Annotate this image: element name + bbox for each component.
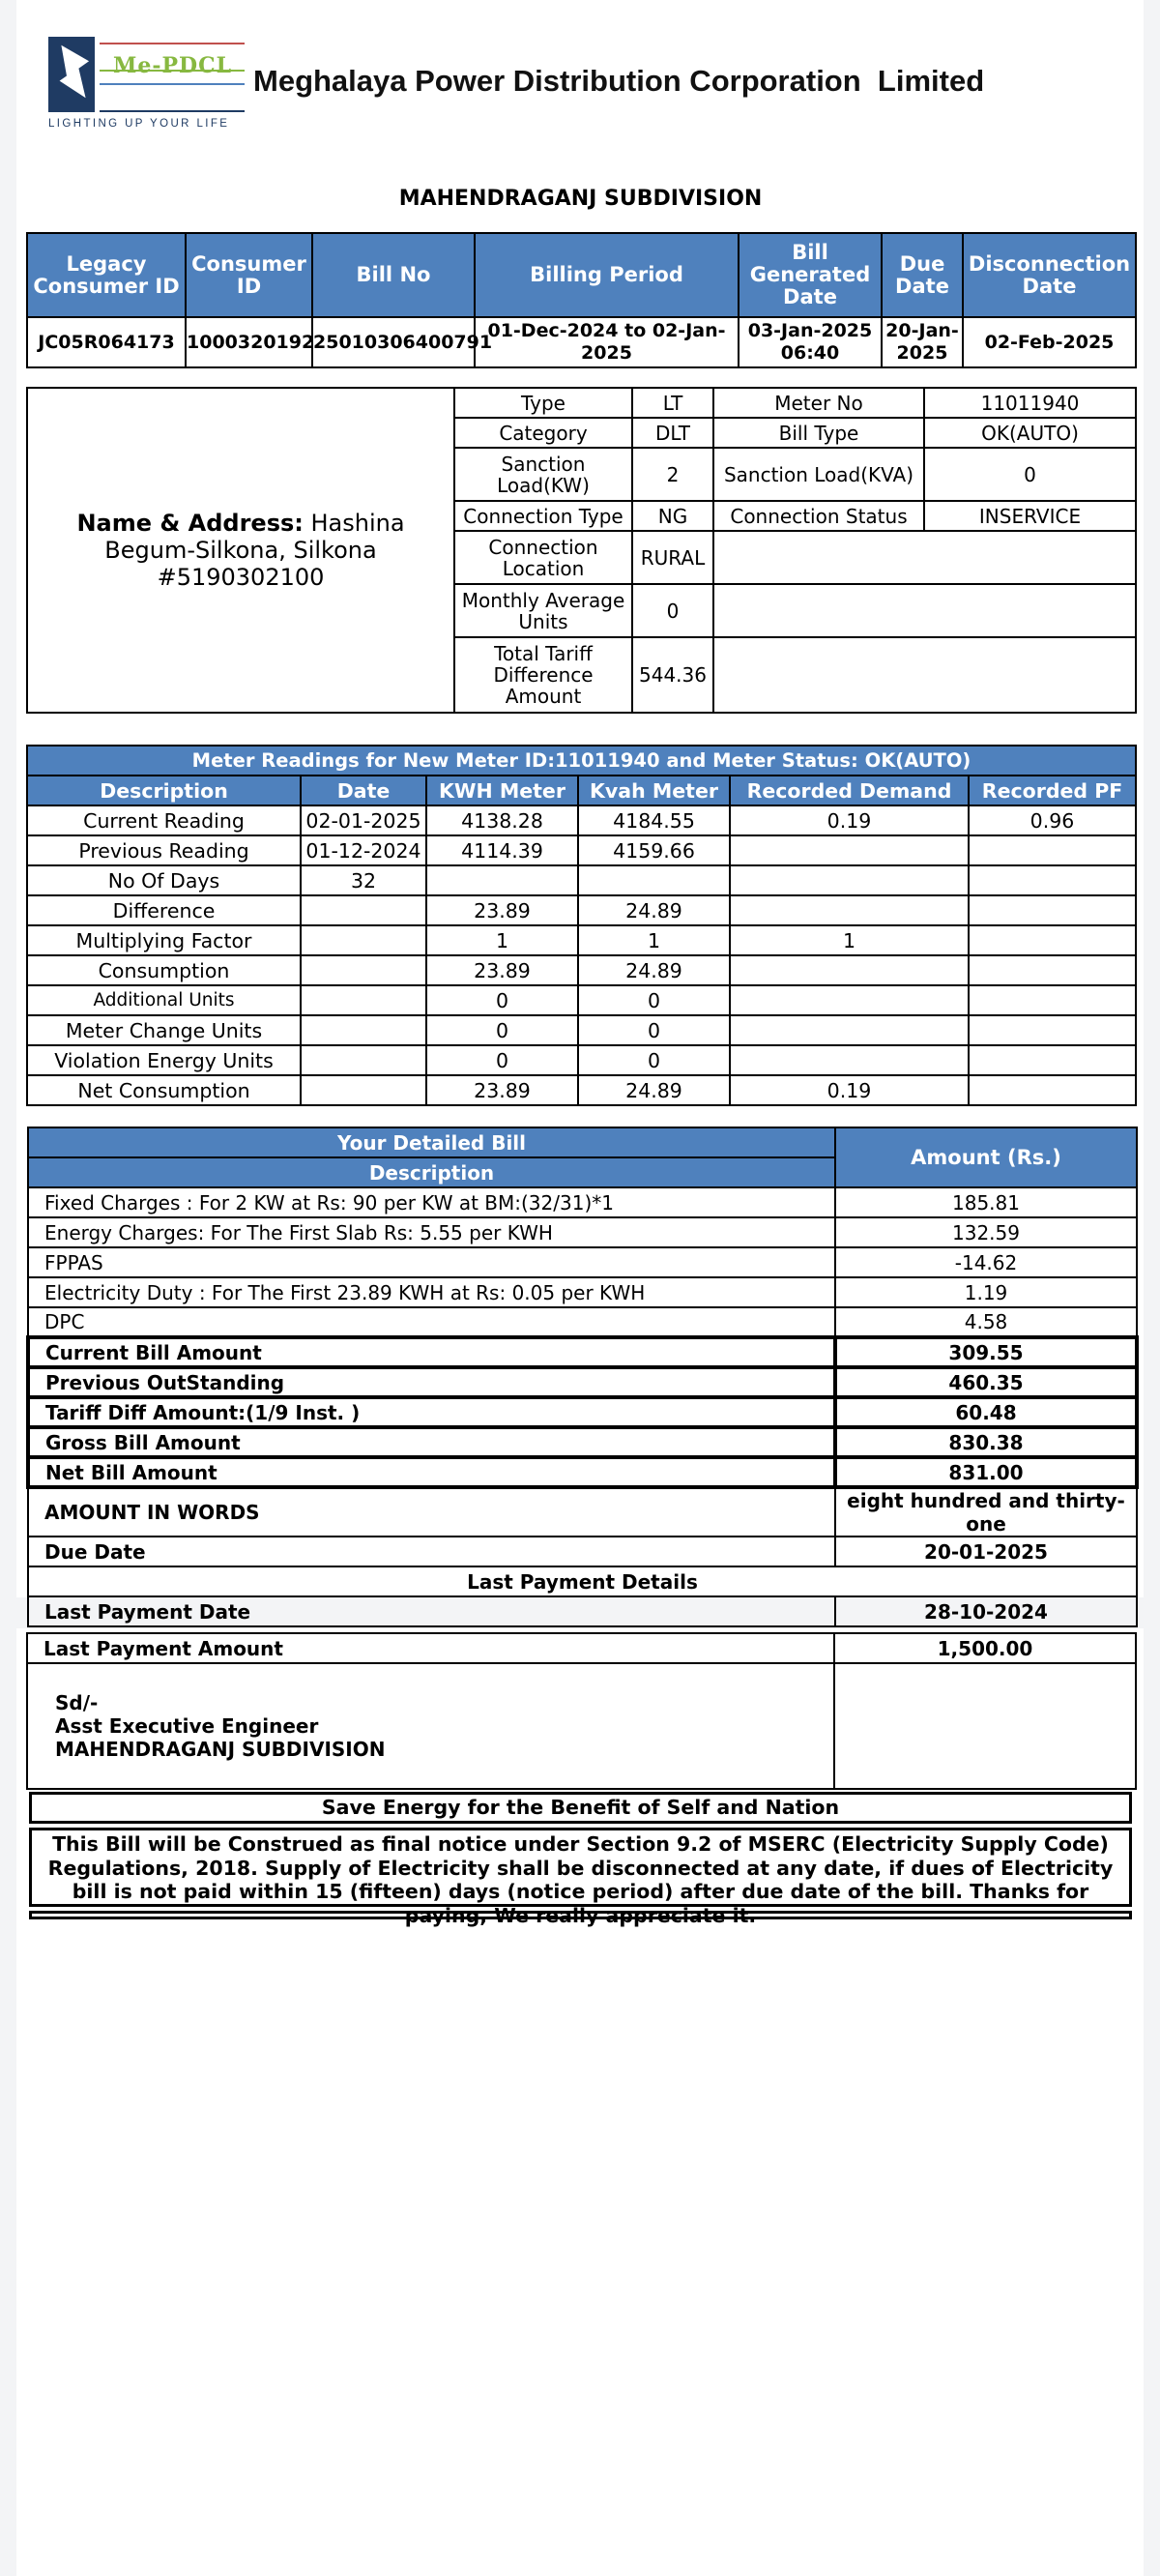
meter-reading-row [27,1045,1136,1075]
meter-cell [969,1015,1136,1045]
meter-cell [969,985,1136,1015]
meter-cell [301,985,426,1015]
meter-cell [730,865,969,895]
sanction-load-kw-value: 2 [632,448,713,501]
amount-in-words-value: eight hundred and thirty-one [835,1487,1137,1537]
meter-cell: 24.89 [578,895,730,925]
fixed-charges-amount: 185.81 [835,1187,1137,1217]
legacy-consumer-id: JC05R064173 [27,317,186,367]
detailed-bill-title: Your Detailed Bill [28,1127,835,1157]
tariff-difference-value: 544.36 [632,637,713,713]
mepdcl-logo [32,29,254,135]
meter-cell: 4159.66 [578,835,730,865]
meter-cell: 23.89 [426,955,578,985]
meter-date-header: Date [301,776,426,805]
amount-in-words-label: AMOUNT IN WORDS [28,1487,835,1537]
meter-cell: 32 [301,865,426,895]
last-payment-details-heading: Last Payment Details [28,1566,1137,1596]
bill-item [28,1247,1137,1277]
meter-cell: 23.89 [426,895,578,925]
meter-cell: 0 [426,1045,578,1075]
amount-header: Amount (Rs.) [835,1127,1137,1187]
name-address-label: Name & Address: [76,510,304,537]
lightning-icon [48,37,95,112]
billing-period: 01-Dec-2024 to 02-Jan-2025 [475,317,739,367]
meter-cell: 24.89 [578,1075,730,1105]
meter-cell: 4138.28 [426,805,578,835]
bill-item [28,1277,1137,1307]
meter-cell [730,835,969,865]
meter-cell: Meter Change Units [27,1015,301,1045]
meter-readings-caption: Meter Readings for New Meter ID:11011940 and Meter Status: OK(AUTO) [27,746,1136,776]
meter-reading-row [27,805,1136,835]
meter-cell [301,955,426,985]
connection-type-label: Connection Type [454,501,632,531]
meter-cell [301,925,426,955]
meter-cell [969,835,1136,865]
electricity-duty-label: Electricity Duty : For The First 23.89 KWH at Rs: 0.05 per KWH [28,1277,835,1307]
connection-location-label: Connection Location [454,531,632,584]
meter-description-header: Description [27,776,301,805]
meter-no-label: Meter No [713,388,924,418]
meter-reading-row [27,1075,1136,1105]
meter-cell: 0.19 [730,1075,969,1105]
meter-cell: Violation Energy Units [27,1045,301,1075]
connection-type-value: NG [632,501,713,531]
signature-sd: Sd/- [55,1691,99,1714]
meter-cell [730,1045,969,1075]
meter-cell [969,1045,1136,1075]
net-bill-amount: 831.00 [835,1457,1137,1487]
logo-text: Me-PDCL [113,53,233,78]
monthly-average-units-label: Monthly Average Units [454,584,632,637]
meter-cell: 1 [426,925,578,955]
disconnection-date-header: Disconnection Date [963,233,1136,317]
dpc-label: DPC [28,1307,835,1337]
last-payment-amount-value: 1,500.00 [834,1633,1136,1663]
meter-cell [301,1075,426,1105]
consumer-id: 1000320192 [186,317,312,367]
monthly-average-units-value: 0 [632,584,713,637]
meter-cell [969,925,1136,955]
type-label: Type [454,388,632,418]
meter-no-value: 11011940 [924,388,1136,418]
meter-reading-row [27,955,1136,985]
recorded-pf-header: Recorded PF [969,776,1136,805]
gross-bill-amount: 830.38 [835,1427,1137,1457]
meter-reading-row [27,925,1136,955]
meter-cell: No Of Days [27,865,301,895]
meter-cell: 0.96 [969,805,1136,835]
bill-generated-date-header: Bill Generated Date [739,233,882,317]
meter-cell [426,865,578,895]
tariff-diff-label: Tariff Diff Amount:(1/9 Inst. ) [28,1397,835,1427]
meter-cell [301,1015,426,1045]
meter-cell: Additional Units [27,985,301,1015]
billing-period-header: Billing Period [475,233,739,317]
connection-location-value: RURAL [632,531,713,584]
company-name: Meghalaya Power Distribution Corporation Limited [253,64,985,98]
last-payment-amount-label: Last Payment Amount [27,1633,834,1663]
sanction-load-kva-label: Sanction Load(KVA) [713,448,924,501]
meter-cell [969,955,1136,985]
current-bill-label: Current Bill Amount [28,1337,835,1367]
subdivision-title: MAHENDRAGANJ SUBDIVISION [398,187,763,211]
due-date: 20-Jan-2025 [882,317,963,367]
bill-due-date-label: Due Date [28,1537,835,1566]
name-address-cell [27,388,454,713]
current-bill-amount: 309.55 [835,1337,1137,1367]
due-date-header: Due Date [882,233,963,317]
disconnection-date: 02-Feb-2025 [963,317,1136,367]
tariff-difference-label: Total Tariff Difference Amount [454,637,632,713]
gross-bill-label: Gross Bill Amount [28,1427,835,1457]
signature-designation: Asst Executive Engineer [55,1714,319,1738]
category-label: Category [454,418,632,448]
signature-office: MAHENDRAGANJ SUBDIVISION [55,1738,386,1761]
bill-item [28,1217,1137,1247]
meter-cell [969,895,1136,925]
signature-block [27,1663,834,1789]
fixed-charges-label: Fixed Charges : For 2 KW at Rs: 90 per KW at BM:(32/31)*1 [28,1187,835,1217]
previous-outstanding-amount: 460.35 [835,1367,1137,1397]
bill-generated-date: 03-Jan-2025 06:40 [739,317,882,367]
meter-cell [969,1075,1136,1105]
bill-type-value: OK(AUTO) [924,418,1136,448]
consumer-details-table [26,387,1137,714]
meter-cell: Net Consumption [27,1075,301,1105]
summary-header-row [27,233,1136,317]
type-value: LT [632,388,713,418]
meter-cell: 24.89 [578,955,730,985]
bill-due-date-value: 20-01-2025 [835,1537,1137,1566]
meter-cell: Previous Reading [27,835,301,865]
meter-cell [301,895,426,925]
bill-type-label: Bill Type [713,418,924,448]
bill-no: 25010306400791 [312,317,475,367]
footer-divider [29,1911,1132,1919]
meter-cell: 4184.55 [578,805,730,835]
last-payment-table [26,1632,1137,1790]
meter-cell [730,985,969,1015]
recorded-demand-header: Recorded Demand [730,776,969,805]
meter-cell: Difference [27,895,301,925]
bill-description-header: Description [28,1157,835,1187]
meter-cell: 0 [578,1045,730,1075]
last-payment-date-label: Last Payment Date [28,1596,835,1626]
meter-cell: 1 [578,925,730,955]
meter-cell: 0.19 [730,805,969,835]
sanction-load-kva-value: 0 [924,448,1136,501]
dpc-amount: 4.58 [835,1307,1137,1337]
energy-charges-label: Energy Charges: For The First Slab Rs: 5.55 per KWH [28,1217,835,1247]
meter-cell [730,895,969,925]
meter-cell [969,865,1136,895]
fppas-label: FPPAS [28,1247,835,1277]
meter-cell: 0 [578,985,730,1015]
meter-reading-row [27,835,1136,865]
meter-cell: 0 [578,1015,730,1045]
legacy-consumer-id-header: Legacy Consumer ID [27,233,186,317]
meter-reading-row [27,1015,1136,1045]
meter-cell [730,1015,969,1045]
meter-cell: 02-01-2025 [301,805,426,835]
meter-cell: 0 [426,985,578,1015]
meter-cell: 23.89 [426,1075,578,1105]
kwh-meter-header: KWH Meter [426,776,578,805]
meter-cell: 1 [730,925,969,955]
bill-item [28,1307,1137,1337]
meter-cell [578,865,730,895]
meter-cell [730,955,969,985]
meter-cell [301,1045,426,1075]
meter-cell: 4114.39 [426,835,578,865]
consumer-id-header: Consumer ID [186,233,312,317]
bill-no-header: Bill No [312,233,475,317]
meter-rows [27,805,1136,1105]
meter-cell: 0 [426,1015,578,1045]
sanction-load-kw-label: Sanction Load(KW) [454,448,632,501]
category-value: DLT [632,418,713,448]
meter-readings-table [26,745,1137,1106]
fppas-amount: -14.62 [835,1247,1137,1277]
disconnection-notice: This Bill will be Construed as final notice under Section 9.2 of MSERC (Electricity Supply Code) Regulations, 2018. Supply of Electricity shall be disconnected at any date, if dues of Electricity bill is not paid within 15 (fifteen) days (notice period) after due date of the bill. Thanks for paying, We really appreciate it. [29,1828,1132,1907]
previous-outstanding-label: Previous OutStanding [28,1367,835,1397]
meter-reading-row [27,865,1136,895]
meter-cell: 01-12-2024 [301,835,426,865]
meter-cell: Current Reading [27,805,301,835]
name-address-value: Hashina Begum-Silkona, Silkona #5190302100 [104,510,405,591]
bill-summary-table [26,232,1137,368]
last-payment-date-value: 28-10-2024 [835,1596,1137,1626]
detailed-bill-table [26,1127,1139,1627]
energy-slogan: Save Energy for the Benefit of Self and Nation [29,1792,1132,1824]
meter-reading-row [27,985,1136,1015]
electricity-duty-amount: 1.19 [835,1277,1137,1307]
summary-value-row [27,317,1136,367]
energy-charges-amount: 132.59 [835,1217,1137,1247]
net-bill-label: Net Bill Amount [28,1457,835,1487]
meter-cell: Multiplying Factor [27,925,301,955]
logo-tagline: LIGHTING UP YOUR LIFE [48,118,230,130]
connection-status-label: Connection Status [713,501,924,531]
kvah-meter-header: Kvah Meter [578,776,730,805]
meter-cell: Consumption [27,955,301,985]
connection-status-value: INSERVICE [924,501,1136,531]
bill-item [28,1187,1137,1217]
meter-reading-row [27,895,1136,925]
tariff-diff-amount: 60.48 [835,1397,1137,1427]
